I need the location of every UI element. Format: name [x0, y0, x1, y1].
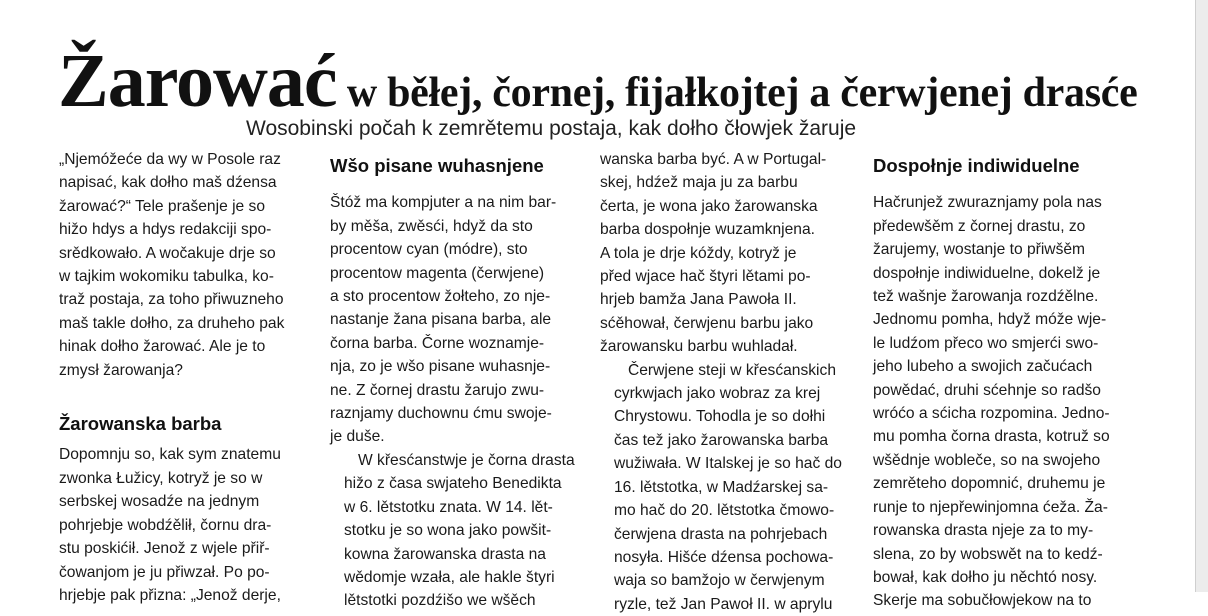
- text-line: waja so bamžojo w čerwjenym: [614, 572, 825, 590]
- text-line: w 6. lětstotku znata. W 14. lět-: [344, 498, 553, 516]
- text-column-4: [873, 148, 1123, 610]
- text-line: žarowansku barbu wuhladał.: [600, 338, 798, 356]
- text-line: mu pomha čorna drasta, kotruž so: [873, 428, 1110, 446]
- text-line: žarować?“ Tele prašenje je so: [59, 197, 266, 215]
- text-line: Štóž ma kompjuter a na nim bar-: [330, 194, 557, 212]
- paragraph: [330, 191, 580, 448]
- text-line: nastanje žana pisana barba, ale: [330, 311, 552, 329]
- article-subtitle: Wosobinski počah k zemrětemu postaja, kak dołho čłowjek žaruje: [246, 117, 857, 140]
- text-line: před wjace hač štyri lětami po-: [600, 268, 811, 286]
- text-line: stotku je so wona jako powšit-: [344, 522, 552, 540]
- page-edge: [1195, 0, 1208, 592]
- text-line: hrjeb bamža Jana Pawoła II.: [600, 291, 797, 309]
- text-line: rowanska drasta njeje za to my-: [873, 522, 1094, 540]
- text-line: maš takle dołho, za druheho pak: [59, 314, 285, 332]
- section-heading: Dospołnje indiwiduelne: [873, 155, 1080, 176]
- paragraph: [330, 449, 580, 613]
- text-line: ne. Z čornej drastu žarujo zwu-: [330, 381, 545, 399]
- text-line: kowna žarowanska drasta na: [344, 545, 546, 563]
- text-line: nja, zo je wšo pisane wuhasnje-: [330, 358, 551, 376]
- text-line: čerwjena drasta na pohrjebach: [614, 525, 828, 543]
- text-column-2: [330, 148, 580, 610]
- text-line: raznjamy duchownu ćmu swoje-: [330, 405, 552, 423]
- text-line: procentow magenta (čerwjene): [330, 264, 545, 282]
- paragraph: [600, 148, 852, 359]
- text-line: čas tež jako žarowanska barba: [614, 431, 829, 449]
- article-title-lead: Žarować: [58, 39, 337, 123]
- text-line: traž postaja, za toho přiwuzneho: [59, 291, 284, 309]
- text-line: srědkowało. A wočakuje drje so: [59, 244, 276, 262]
- text-line: w tajkim wokomiku tabulka, ko-: [59, 268, 274, 286]
- text-line: cyrkwjach jako wobraz za krej: [614, 385, 821, 403]
- text-line: stu poskićił. Jenož z wjele přiř-: [59, 540, 270, 558]
- text-line: wužiwała. W Italskej je so hač do: [614, 455, 842, 473]
- text-line: žarujemy, wostanje to přiwšěm: [873, 241, 1086, 259]
- text-line: Chrystowu. Tohodla je so dołhi: [614, 408, 826, 426]
- text-line: Dopomnju so, kak sym znatemu: [59, 446, 281, 464]
- text-line: hinak dołho žarować. Ale je to: [59, 338, 266, 356]
- text-line: mo hač do 20. lětstotka čmowo-: [614, 502, 835, 520]
- text-line: čerta, je wona jako žarowanska: [600, 197, 818, 215]
- text-line: le ludźom přeco wo smjerći swo-: [873, 334, 1099, 352]
- text-line: wšědnje wobleče, so na swojeho: [873, 451, 1101, 469]
- section-heading: Wšo pisane wuhasnjene: [330, 155, 544, 176]
- text-line: zemrěteho dopomnić, druhemu je: [873, 475, 1106, 493]
- text-line: 16. lětstotka, w Madźarskej sa-: [614, 478, 829, 496]
- text-line: čorna barba. Čorne woznamje-: [330, 334, 545, 352]
- text-line: předewšěm z čornej drastu, zo: [873, 217, 1086, 235]
- text-line: Čerwjene steji w křesćanskich: [628, 361, 836, 379]
- text-column-3: [600, 148, 852, 613]
- text-line: čowanjom je ju přiwzał. Po po-: [59, 563, 270, 581]
- text-line: jeho lubeho a swojich začućach: [873, 358, 1093, 376]
- text-line: hižo z časa swjateho Benedikta: [344, 475, 562, 493]
- text-line: pohrjebje wobdźělił, čornu dra-: [59, 516, 272, 534]
- text-line: je duše.: [330, 428, 385, 446]
- text-line: wědomje wzała, ale hakle štyri: [344, 568, 555, 586]
- text-line: a sto procentow žołteho, zo nje-: [330, 288, 551, 306]
- text-line: hižo hdys a hdys redakciji spo-: [59, 221, 272, 239]
- text-line: lětstotki pozdźišo we wšěch: [344, 592, 536, 610]
- paragraph: [600, 359, 852, 616]
- text-line: barba dospołnje wuzamknjena.: [600, 221, 815, 239]
- text-line: procentow cyan (módre), sto: [330, 241, 528, 259]
- text-line: Skerje ma sobučłowjekow na to: [873, 592, 1092, 610]
- text-line: tež wašnje žarowanja rozdźělne.: [873, 288, 1099, 306]
- text-line: ryzle, tež Jan Pawoł II. w aprylu: [614, 595, 833, 613]
- paragraph: [873, 191, 1123, 612]
- text-line: nosyła. Hišće dźensa pochowa-: [614, 548, 834, 566]
- text-column-1: [59, 148, 304, 604]
- text-line: W křesćanstwje je čorna drasta: [358, 451, 575, 469]
- text-line: zmysł žarowanja?: [59, 361, 183, 379]
- text-line: by měša, zwěsći, hdyž da sto: [330, 217, 533, 235]
- text-line: zwonka Łužicy, kotryž je so w: [59, 469, 263, 487]
- text-line: bował, kak dołho ju něchtó nosy.: [873, 568, 1098, 586]
- text-line: dospołnje indiwiduelne, dokelž je: [873, 264, 1101, 282]
- paragraph: [59, 148, 304, 382]
- text-line: „Njemóžeće da wy w Posole raz: [59, 151, 281, 168]
- text-line: Hačrunjež zwuraznjamy pola nas: [873, 194, 1102, 212]
- text-line: sćěhował, čerwjenu barbu jako: [600, 314, 814, 332]
- article-title-rest: w běłej, čornej, fijałkojtej a čerwjenej drasće: [336, 70, 1138, 116]
- article-title: [58, 38, 1137, 125]
- text-line: powědać, druhi sćehnje so radšo: [873, 381, 1101, 399]
- section-heading: Žarowanska barba: [59, 413, 222, 435]
- paragraph: [59, 443, 304, 607]
- text-line: napisać, kak dołho maš dźensa: [59, 174, 277, 192]
- text-line: A tola je drje kóždy, kotryž je: [600, 244, 797, 262]
- text-line: hrjebje pak přizna: „Jenož derje,: [59, 586, 281, 604]
- text-line: skej, hdźež maja ju za barbu: [600, 174, 798, 192]
- text-line: slena, zo by wobswět na to kedź-: [873, 545, 1103, 563]
- text-line: wróćo a sćicha rozpomina. Jedno-: [873, 405, 1110, 423]
- text-line: serbskej wosadźe na jednym: [59, 493, 260, 511]
- text-line: Jednomu pomha, hdyž móže wje-: [873, 311, 1107, 329]
- text-line: wanska barba być. A w Portugal-: [600, 151, 827, 168]
- text-line: runje to njepřewinjomna ćeža. Ža-: [873, 498, 1108, 516]
